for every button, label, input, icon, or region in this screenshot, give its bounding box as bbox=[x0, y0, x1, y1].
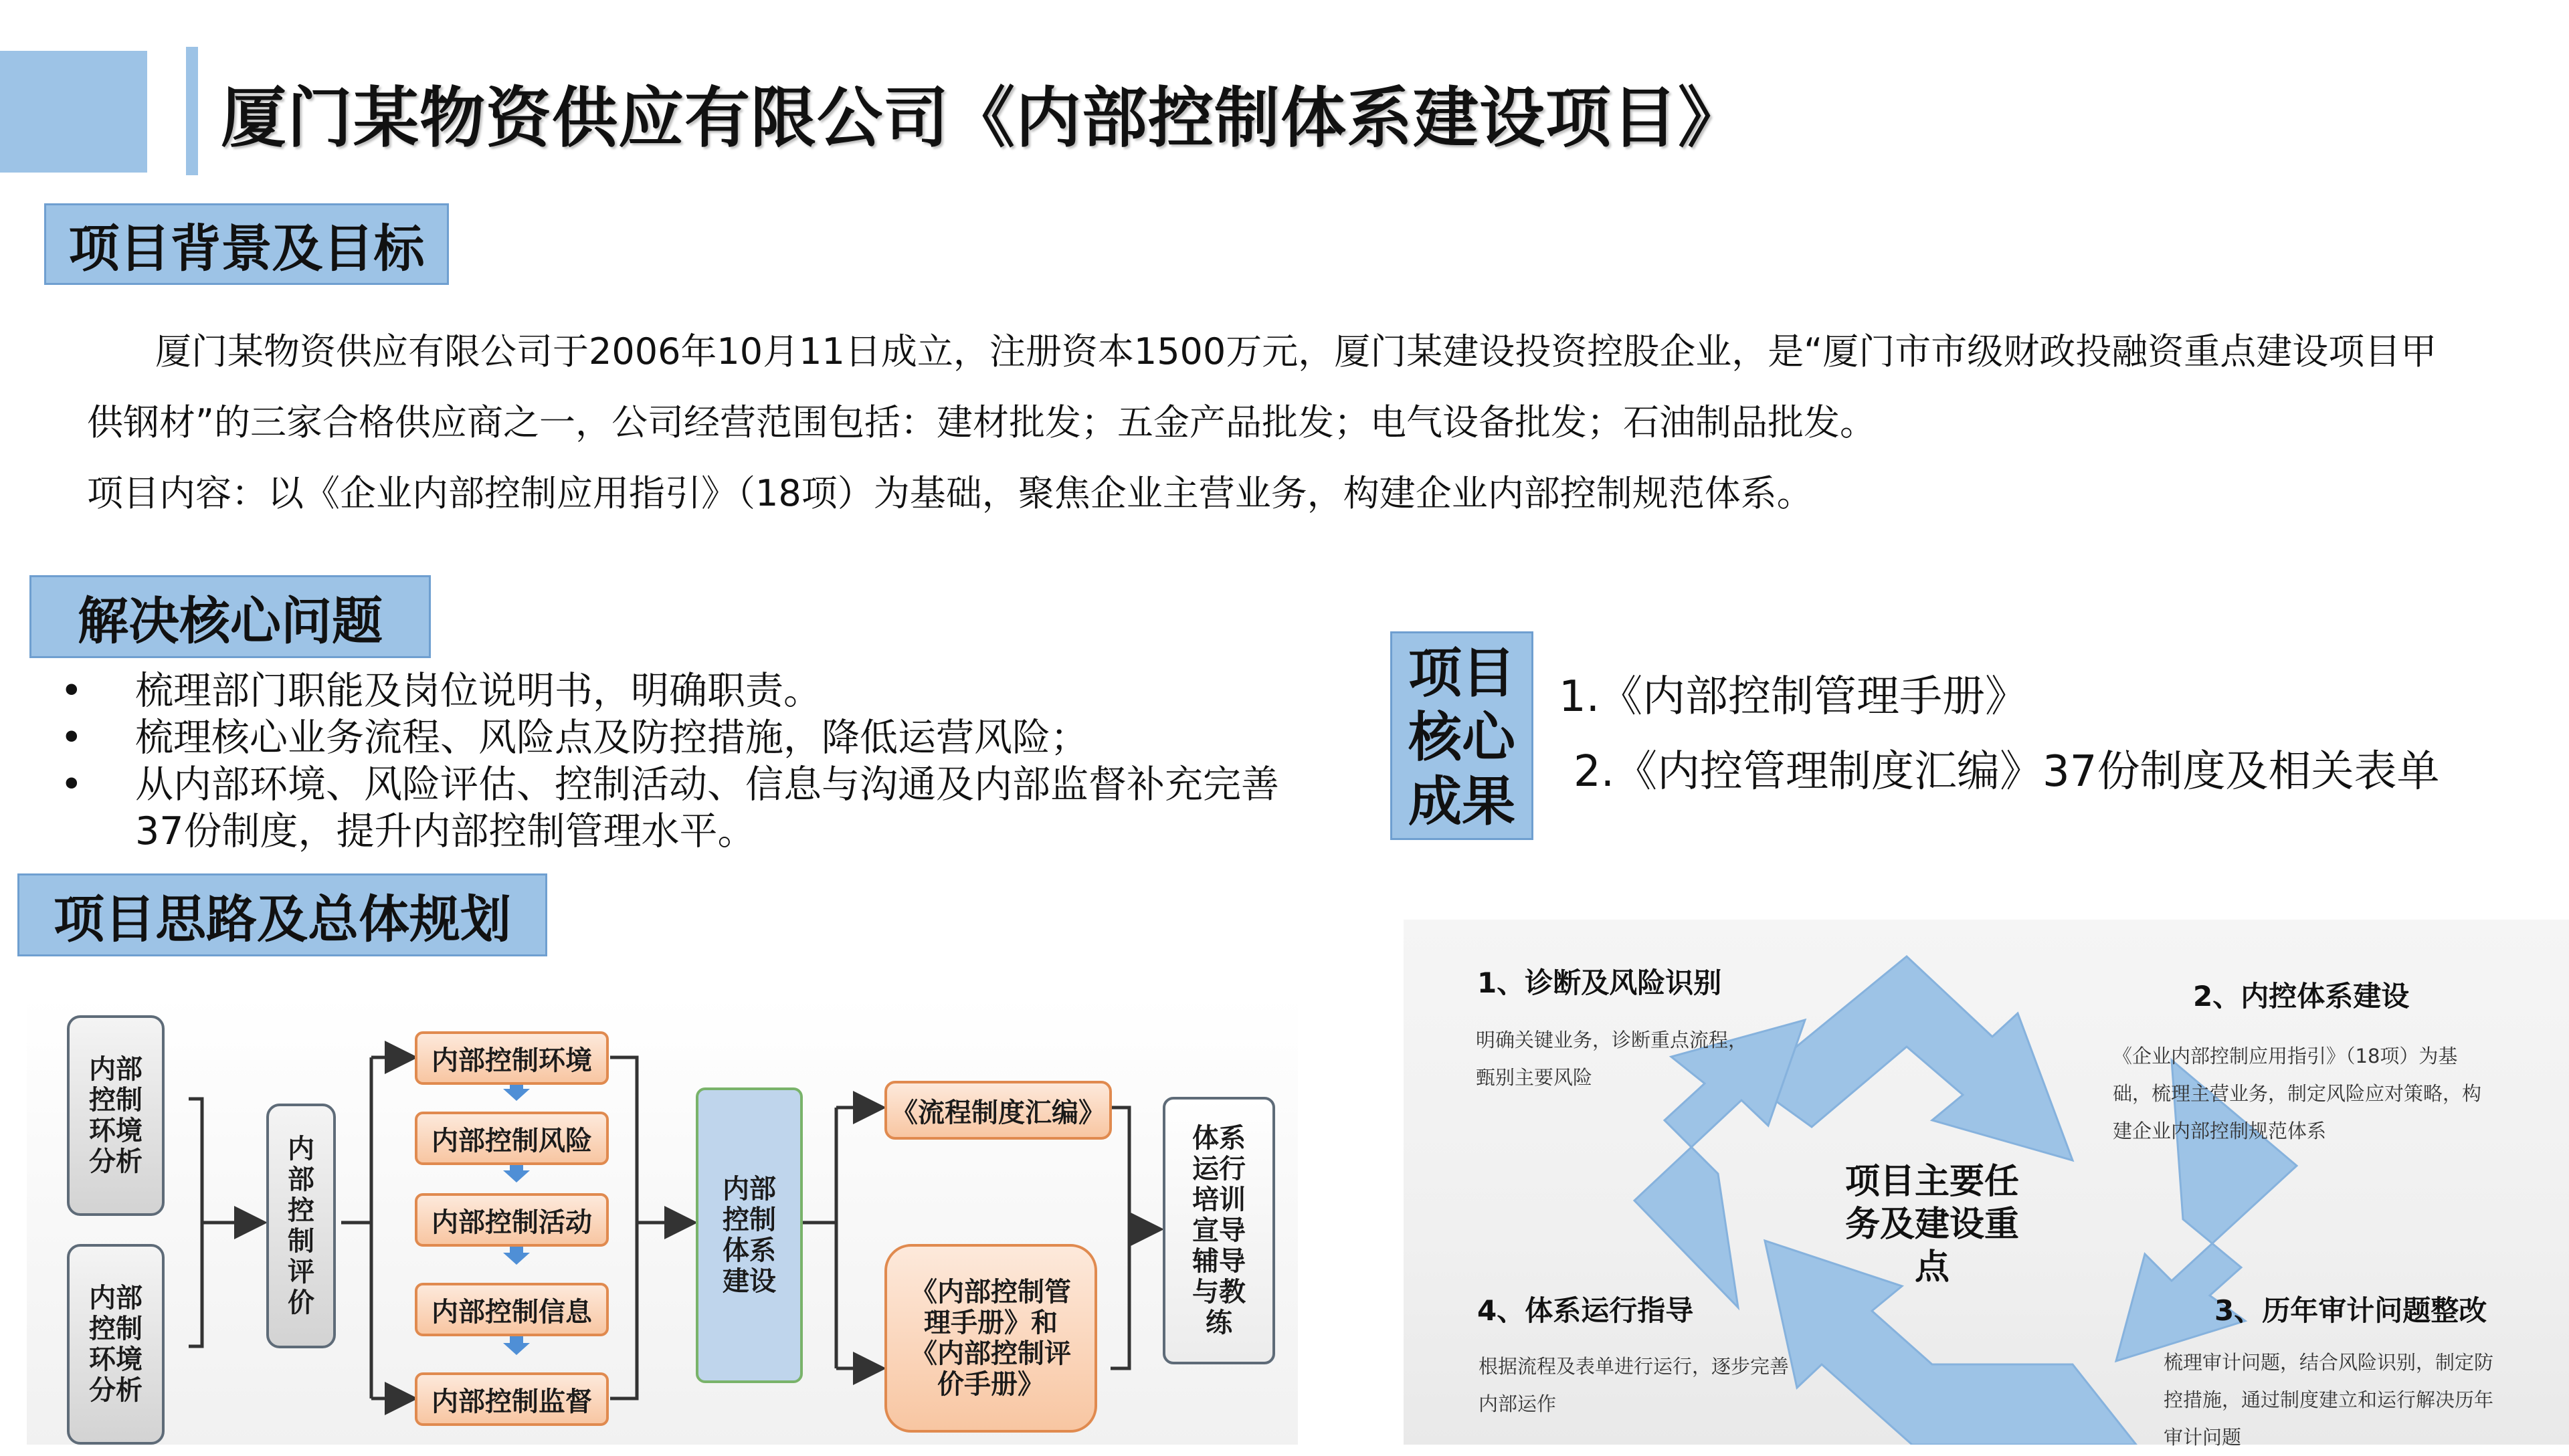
task-cycle-panel bbox=[1404, 920, 2569, 1449]
task-2-desc: 《企业内部控制应用指引》（18项）为基础，梳理主营业务，制定风险应对策略，构建企业内部控制规范体系 bbox=[2113, 1045, 2482, 1142]
header-accent-block bbox=[0, 51, 147, 173]
flow-element-information: 内部控制信息 bbox=[415, 1283, 609, 1336]
list-item bbox=[60, 714, 1291, 761]
result-item-1: 1.《内部控制管理手册》 bbox=[1559, 672, 2028, 722]
list-item-text: 梳理核心业务流程、风险点及防控措施，降低运营风险； bbox=[135, 716, 1088, 760]
flow-diagram bbox=[27, 995, 1298, 1445]
flow-evaluation: 内部控制评价 bbox=[266, 1104, 336, 1348]
results-tag: 项目核心成果 bbox=[1390, 631, 1533, 840]
result-item-2: 2.《内控管理制度汇编》37份制度及相关表单 bbox=[1574, 747, 2440, 797]
flow-system-build: 内部控制体系建设 bbox=[696, 1087, 803, 1383]
flow-connectors bbox=[27, 995, 1298, 1445]
task-4-title: 4、体系运行指导 bbox=[1477, 1294, 1694, 1327]
list-item bbox=[60, 761, 1291, 855]
flow-element-supervision: 内部控制监督 bbox=[415, 1372, 609, 1426]
flow-output-manuals: 《内部控制管理手册》和《内部控制评价手册》 bbox=[884, 1244, 1097, 1433]
task-3-desc: 梳理审计问题，结合风险识别，制定防控措施，通过制度建立和运行解决历年审计问题 bbox=[2164, 1351, 2494, 1449]
flow-input-environment-1: 内部控制环境分析 bbox=[67, 1015, 165, 1216]
flow-output-process-compilation: 《流程制度汇编》 bbox=[884, 1081, 1112, 1140]
list-item-text: 梳理部门职能及岗位说明书，明确职责。 bbox=[135, 669, 822, 713]
task-1-desc: 明确关键业务，诊断重点流程，甄别主要风险 bbox=[1476, 1029, 1748, 1089]
list-item bbox=[60, 667, 1291, 714]
bullet-icon: • bbox=[60, 762, 83, 807]
header-accent-bar bbox=[186, 47, 198, 175]
list-item-text: 从内部环境、风险评估、控制活动、信息与沟通及内部监督补充完善37份制度，提升内部控制管理水平。 bbox=[135, 762, 1279, 853]
core-issues-list bbox=[60, 667, 1291, 855]
cycle-center-label: 项目主要任务及建设重点 bbox=[1844, 1162, 2019, 1287]
flow-element-risk: 内部控制风险 bbox=[415, 1112, 609, 1165]
background-line-2: 供钢材”的三家合格供应商之一，公司经营范围包括：建材批发；五金产品批发；电气设备批发；石油制品批发。 bbox=[87, 401, 1876, 443]
task-2-title: 2、内控体系建设 bbox=[2193, 980, 2410, 1013]
background-line-3: 项目内容：以《企业内部控制应用指引》（18项）为基础，聚焦企业主营业务，构建企业内部控制规范体系。 bbox=[87, 472, 1813, 514]
task-4-desc: 根据流程及表单进行运行，逐步完善内部运作 bbox=[1479, 1355, 1790, 1415]
bullet-icon: • bbox=[60, 669, 83, 713]
flow-element-environment: 内部控制环境 bbox=[415, 1031, 609, 1085]
page-title: 厦门某物资供应有限公司《内部控制体系建设项目》 bbox=[221, 80, 1745, 157]
flow-element-activity: 内部控制活动 bbox=[415, 1193, 609, 1247]
section-tag-background: 项目背景及目标 bbox=[44, 203, 449, 285]
task-3-title: 3、历年审计问题整改 bbox=[2214, 1294, 2487, 1327]
task-1-title: 1、诊断及风险识别 bbox=[1477, 966, 1722, 999]
flow-input-environment-2: 内部控制环境分析 bbox=[67, 1244, 165, 1445]
background-line-1: 厦门某物资供应有限公司于2006年10月11日成立，注册资本1500万元，厦门某建设投资控股企业，是“厦门市市级财政投融资重点建设项目甲 bbox=[155, 330, 2437, 373]
section-tag-core-issues: 解决核心问题 bbox=[29, 575, 431, 658]
section-tag-plan: 项目思路及总体规划 bbox=[17, 873, 547, 956]
flow-final-training: 体系运行培训宣导辅导与教练 bbox=[1163, 1097, 1275, 1364]
bullet-icon: • bbox=[60, 716, 83, 760]
